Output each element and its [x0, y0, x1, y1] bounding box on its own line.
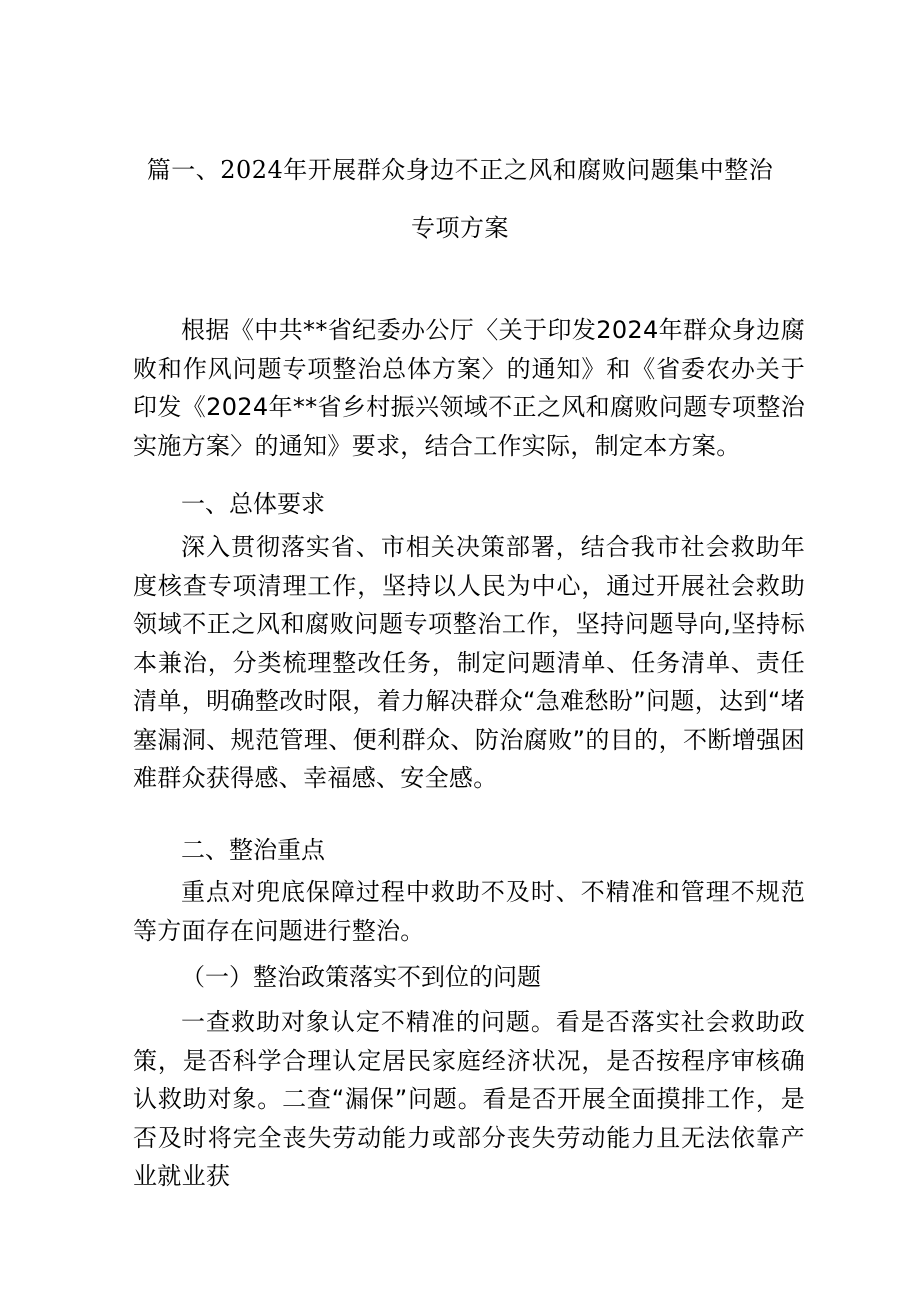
- section-heading-rectification-focus: 二、整治重点: [181, 836, 325, 864]
- section-heading-overall-requirements: 一、总体要求: [181, 490, 325, 518]
- intro-paragraph: 根据《中共**省纪委办公厅〈关于印发2024年群众身边腐败和作风问题专项整治总体方案〉的通知》和《省委农办关于印发《2024年**省乡村振兴领域不正之风和腐败问题专项整治实施方案〉的通知》要求，结合工作实际，制定本方案。: [133, 316, 805, 460]
- subsection-heading-policy-implementation: （一）整治政策落实不到位的问题: [181, 963, 541, 991]
- document-title-line1: 篇一、2024年开展群众身边不正之风和腐败问题集中整治: [146, 156, 774, 184]
- section-body-rectification-focus: 重点对兜底保障过程中救助不及时、不精准和管理不规范等方面存在问题进行整治。: [133, 878, 805, 945]
- section-body-overall-requirements: 深入贯彻落实省、市相关决策部署，结合我市社会救助年度核查专项清理工作，坚持以人民为中心，通过开展社会救助领域不正之风和腐败问题专项整治工作，坚持问题导向,坚持标本兼治，分类梳理整改任务，制定问题清单、任务清单、责任清单，明确整改时限，着力解决群众“急难愁盼”问题，达到“堵塞漏洞、规范管理、便利群众、防治腐败”的目的，不断增强困难群众获得感、幸福感、安全感。: [133, 533, 805, 792]
- document-title-line2: 专项方案: [411, 214, 509, 242]
- subsection-body-policy-implementation: 一查救助对象认定不精准的问题。看是否落实社会救助政策，是否科学合理认定居民家庭经济状况，是否按程序审核确认救助对象。二查“漏保”问题。看是否开展全面摸排工作，是否及时将完全丧失劳动能力或部分丧失劳动能力且无法依靠产业就业获: [133, 1008, 805, 1190]
